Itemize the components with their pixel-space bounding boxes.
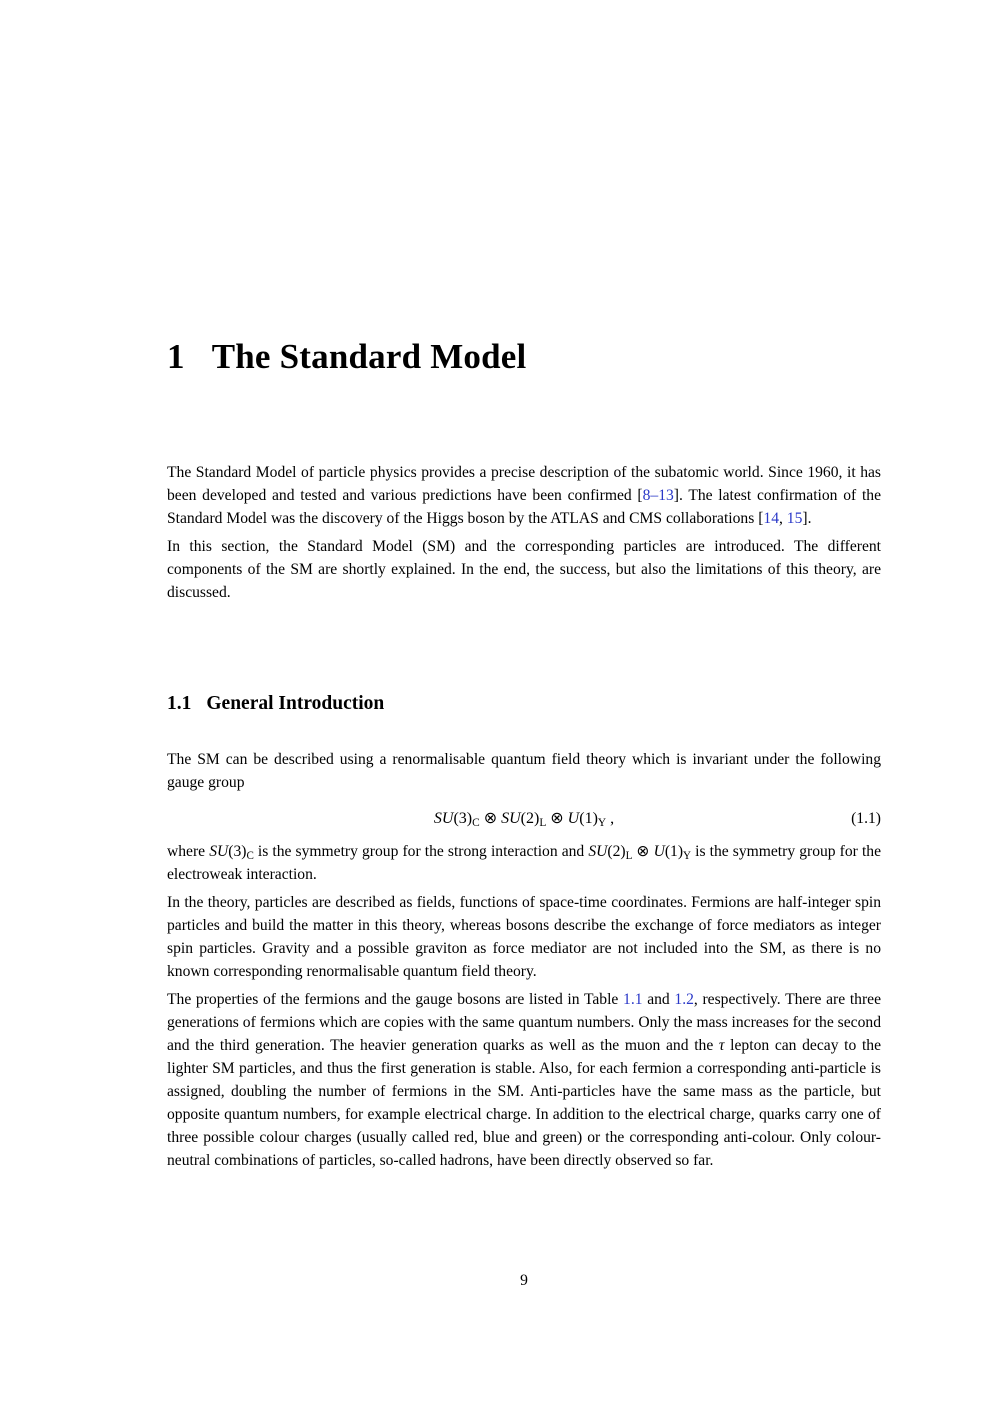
math-roman: (1) [664, 842, 684, 860]
citation-link[interactable]: 1.1 [623, 990, 643, 1008]
text-run: ]. The latest confirmation of the Standard Model was the discovery of the Higgs boson by the ATLAS and CMS collaborations [ [167, 486, 881, 527]
text-run: ]. [802, 509, 812, 527]
math-roman: ⊗ [479, 809, 502, 827]
text-run: where [167, 842, 210, 860]
citation-link[interactable]: 1.2 [674, 990, 694, 1008]
section-heading [167, 692, 881, 715]
math-roman: (2) [520, 809, 540, 827]
paragraph-intro-2 [167, 535, 881, 604]
math-italic: SU [209, 842, 229, 860]
text-run: The properties of the fermions and the gauge bosons are listed in Table [167, 990, 624, 1008]
text-run: , [778, 509, 787, 527]
math-subscript: C [472, 816, 480, 829]
math-subscript: C [246, 849, 254, 862]
math-roman: (2) [607, 842, 626, 860]
paragraph-general-2 [167, 840, 881, 886]
paragraph-general-4 [167, 988, 881, 1172]
section-title-text: General Introduction [206, 692, 385, 714]
math-roman: ⊗ [546, 809, 568, 827]
equation-body [434, 810, 614, 827]
math-italic: SU [501, 809, 521, 827]
math-italic: SU [433, 809, 454, 827]
math-italic: τ [718, 1036, 725, 1054]
text-run: The Standard Model of particle physics provides a precise description of the subatomic world. Since 1960, it has been developed and tested and various predictions have been confirmed [ [167, 463, 881, 504]
text-run: is the symmetry group for the strong interaction and [253, 842, 589, 860]
display-equation [167, 807, 881, 830]
text-run: In this section, the Standard Model (SM) and the corresponding particles are introduced. The different components of the SM are shortly explained. In the end, the success, but also the limitations of this theory, are discussed. [167, 537, 881, 601]
math-subscript: Y [597, 816, 607, 829]
text-run: is the symmetry group for the electroweak interaction. [167, 842, 881, 883]
text-run: In the theory, particles are described as fields, functions of space-time coordinates. Fermions are half-integer spin particles and build the matter in this theory, whereas bosons describe the exchange of force mediators as integer spin particles. Gravity and a possible graviton as force mediator are not included into the SM, as there is no known corresponding renormalisable quantum field theory. [167, 893, 881, 980]
citation-link[interactable]: 8–13 [642, 486, 674, 504]
citation-link[interactable]: 15 [786, 509, 803, 527]
math-italic: SU [588, 842, 608, 860]
math-subscript: Y [683, 849, 692, 862]
math-roman: ⊗ [632, 842, 654, 860]
math-italic: U [653, 842, 665, 860]
section-number: 1.1 [167, 692, 192, 714]
math-roman: (3) [453, 809, 473, 827]
equation-number: (1.1) [851, 809, 881, 827]
math-roman: (3) [228, 842, 247, 860]
text-run: lepton can decay to the lighter SM particles, and thus the first generation is stable. Also, for each fermion a corresponding anti-particle is assigned, doubling the number of fermions in the SM. Anti-particles have the same mass as the particle, but opposite quantum numbers, for example electrical charge. In addition to the electrical charge, quarks carry one of three possible colour charges (usually called red, blue and green) or the corresponding anti-colour. Only colour-neutral combinations of particles, so-called hadrons, have been directly observed so far. [167, 1036, 882, 1169]
chapter-title-text: The Standard Model [211, 337, 527, 376]
paragraph-general-3 [167, 891, 881, 983]
chapter-number: 1 [167, 337, 185, 376]
math-subscript: L [539, 816, 547, 829]
text-run: The SM can be described using a renormalisable quantum field theory which is invariant under the following gauge group [167, 750, 881, 791]
page-number: 9 [520, 1272, 528, 1289]
math-roman: (1) [579, 809, 598, 827]
text-run: , respectively. There are three generations of fermions which are copies with the same quantum numbers. Only the mass increases for the second and the third generation. The heavier generation quarks as well as the muon and the [167, 990, 881, 1054]
paragraph-general-1 [167, 748, 881, 794]
paragraph-intro-1 [167, 461, 881, 530]
chapter-heading [167, 338, 881, 377]
citation-link[interactable]: 14 [763, 509, 779, 527]
text-column [167, 0, 882, 1289]
math-italic: U [567, 809, 580, 827]
math-subscript: L [625, 849, 633, 862]
math-roman: , [606, 809, 615, 827]
text-run: and [642, 990, 675, 1008]
